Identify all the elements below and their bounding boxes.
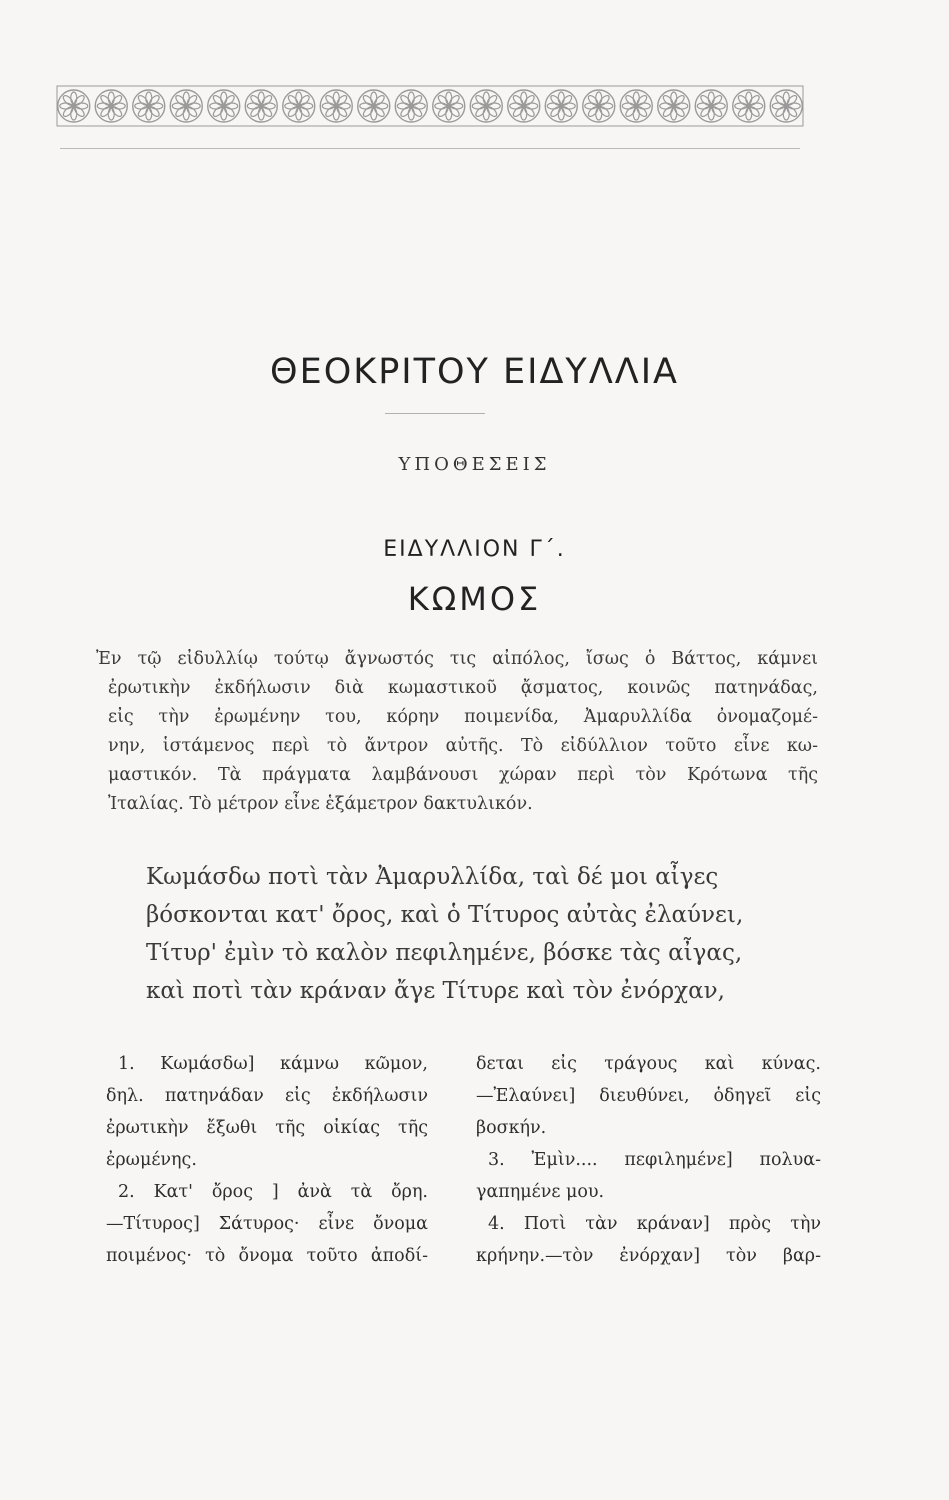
rosette-icon xyxy=(770,90,802,122)
argument-line: Ἐν τῷ εἰδυλλίῳ τούτῳ ἄγνωστός τις αἰπόλος, ἴσως ὁ Βάττος, κάμνει xyxy=(96,649,818,669)
rosette-icon xyxy=(358,90,390,122)
note-line: —Ἐλαύνει] διευθύνει, ὁδηγεῖ εἰς xyxy=(476,1086,821,1106)
note-line: 3. Ἐμὶν.... πεφιλημένε] πολυα- xyxy=(488,1150,821,1170)
verse-line: καὶ ποτὶ τὰν κράναν ἄγε Τίτυρε καὶ τὸν ἐνόρχαν, xyxy=(146,978,725,1004)
rosette-icon xyxy=(283,90,315,122)
argument-line: εἰς τὴν ἐρωμένην του, κόρην ποιμενίδα, Ἀμαρυλλίδα ὀνομαζομέ- xyxy=(108,707,818,727)
note-line: ποιμένος· τὸ ὄνομα τοῦτο ἀποδί- xyxy=(106,1246,428,1266)
rosette-icon xyxy=(508,90,540,122)
rosette-icon xyxy=(620,90,652,122)
idyll-number: ΕΙΔΥΛΛΙΟΝ Γ΄. xyxy=(383,537,566,562)
verse-block xyxy=(146,858,786,1010)
rosette-icon xyxy=(695,90,727,122)
argument-line: νην, ἱστάμενος περὶ τὸ ἄντρον αὐτῆς. Τὸ εἰδύλλιον τοῦτο εἶνε κω- xyxy=(108,736,818,756)
note-line: κρήνην.—τὸν ἐνόρχαν] τὸν βαρ- xyxy=(476,1246,821,1266)
ornament-frame xyxy=(57,86,803,126)
note-line: δεται εἰς τράγους καὶ κύνας. xyxy=(476,1054,821,1074)
argument-line: μαστικόν. Τὰ πράγματα λαμβάνουσι χώραν περὶ τὸν Κρότωνα τῆς xyxy=(108,765,818,785)
rosette-icon xyxy=(170,90,202,122)
rosette-icon xyxy=(133,90,165,122)
rosette-icon xyxy=(395,90,427,122)
rosette-icon xyxy=(583,90,615,122)
rosette-icon xyxy=(245,90,277,122)
header-rule xyxy=(60,148,800,149)
rosette-icon xyxy=(320,90,352,122)
rosette-icon xyxy=(470,90,502,122)
idyll-name: ΚΩΜΟΣ xyxy=(407,580,542,618)
note-line: βοσκήν. xyxy=(476,1118,547,1138)
rosette-icon xyxy=(433,90,465,122)
rosette-icon xyxy=(95,90,127,122)
rosette-icon xyxy=(733,90,765,122)
rosette-icon xyxy=(208,90,240,122)
note-line: 2. Κατ' ὄρος ] ἀνὰ τὰ ὄρη. xyxy=(118,1182,428,1202)
note-line: 1. Κωμάσδω] κάμνω κῶμον, xyxy=(118,1054,428,1074)
page-title: ΘΕΟΚΡΙΤΟΥ ΕΙΔΥΛΛΙΑ xyxy=(270,352,679,392)
verse-line: Τίτυρ' ἐμὶν τὸ καλὸν πεφιλημένε, βόσκε τὰς αἶγας, xyxy=(146,940,743,966)
notes-right-column xyxy=(476,1048,821,1272)
argument-paragraph xyxy=(96,645,818,819)
note-line: 4. Ποτὶ τὰν κράναν] πρὸς τὴν xyxy=(488,1214,821,1234)
section-heading: ΥΠΟΘΕΣΕΙΣ xyxy=(398,454,551,475)
note-line: δηλ. πατηνάδαν εἰς ἐκδήλωσιν xyxy=(106,1086,428,1106)
title-rule xyxy=(385,413,485,414)
notes-left-column xyxy=(106,1048,428,1272)
note-line: —Τίτυρος] Σάτυρος· εἶνε ὄνομα xyxy=(106,1214,428,1234)
rosette-icon xyxy=(545,90,577,122)
argument-line: ἐρωτικὴν ἐκδήλωσιν διὰ κωμαστικοῦ ᾄσματος, κοινῶς πατηνάδας, xyxy=(108,678,818,698)
note-line: ἐρωμένης. xyxy=(106,1150,197,1170)
argument-line: Ἰταλίας. Τὸ μέτρον εἶνε ἑξάμετρον δακτυλικόν. xyxy=(108,794,533,814)
note-line: γαπημένε μου. xyxy=(476,1182,605,1202)
ornamental-band xyxy=(55,80,805,132)
verse-line: Κωμάσδω ποτὶ τὰν Ἀμαρυλλίδα, ταὶ δέ μοι αἶγες xyxy=(146,864,719,890)
note-line: ἐρωτικὴν ἔξωθι τῆς οἰκίας τῆς xyxy=(106,1118,428,1138)
rosette-icon xyxy=(58,90,90,122)
rosette-icon xyxy=(658,90,690,122)
verse-line: βόσκονται κατ' ὄρος, καὶ ὁ Τίτυρος αὐτὰς ἐλαύνει, xyxy=(146,902,744,928)
